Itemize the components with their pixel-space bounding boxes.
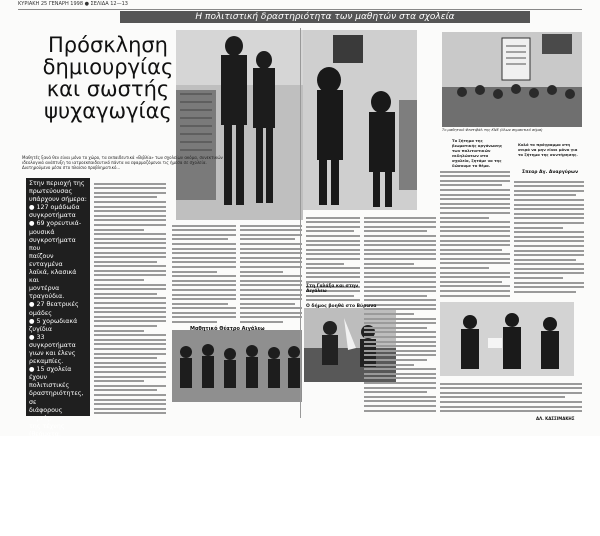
text-line <box>172 238 228 240</box>
text-line <box>306 244 360 246</box>
text-line <box>94 320 166 322</box>
text-line <box>364 253 436 255</box>
text-line <box>94 302 166 304</box>
text-column <box>172 222 236 326</box>
text-line <box>94 242 166 244</box>
text-line <box>240 261 302 263</box>
text-line <box>306 299 360 301</box>
text-line <box>440 194 510 196</box>
text-line <box>94 215 166 217</box>
text-line <box>364 244 436 246</box>
text-line <box>514 190 584 192</box>
text-column <box>440 380 582 414</box>
text-line <box>440 392 582 394</box>
text-line <box>364 249 436 251</box>
text-line <box>514 194 576 196</box>
text-line <box>306 281 360 283</box>
text-line <box>440 253 510 255</box>
stats-line: γιων και έλενς <box>29 349 76 357</box>
text-line <box>440 189 510 191</box>
text-line <box>364 396 436 398</box>
stats-box <box>26 178 90 536</box>
text-line <box>94 389 157 391</box>
text-line <box>306 230 354 232</box>
stats-line: ● 127 ομάδωδα <box>29 204 80 212</box>
text-line <box>94 325 157 327</box>
text-line <box>172 252 236 254</box>
text-line <box>364 368 436 370</box>
stats-line: ρεκαμπίες. <box>29 358 64 366</box>
text-line <box>240 243 302 245</box>
text-line <box>364 410 436 412</box>
text-line <box>172 303 228 305</box>
text-line <box>364 221 436 223</box>
text-line <box>240 238 295 240</box>
author-signature: ΑΛ. ΚΑΣΣΙΜΑΚΗΣ <box>536 416 575 421</box>
text-line <box>514 254 584 256</box>
text-line <box>364 318 436 320</box>
photo-students-costume <box>176 30 303 220</box>
text-line <box>94 183 166 185</box>
photo-caption: Το μαθητικό Φεστιβάλ της ΚΝΕ (όλων σημαντικό σήμα) <box>442 128 543 132</box>
text-line <box>364 327 427 329</box>
text-line <box>514 204 584 206</box>
stats-line: δραστηριότητες, σε <box>29 390 84 406</box>
text-line <box>440 285 510 287</box>
text-line <box>240 303 295 305</box>
text-line <box>172 248 236 250</box>
subheading: Ο δήμος βοηθά στο Βύρωνα <box>306 304 377 309</box>
text-line <box>306 217 360 219</box>
text-line <box>364 226 436 228</box>
text-line <box>514 268 584 270</box>
text-line <box>172 225 236 227</box>
text-line <box>306 272 360 274</box>
text-line <box>240 234 302 236</box>
stats-line: ● 27 θεατρικές ομάδες <box>29 301 79 317</box>
text-column <box>364 214 436 414</box>
text-line <box>94 371 166 373</box>
text-line <box>514 217 584 219</box>
text-line <box>94 279 144 281</box>
text-line <box>514 236 584 238</box>
text-line <box>440 244 510 246</box>
text-line <box>94 261 157 263</box>
text-line <box>514 227 563 229</box>
text-line <box>94 270 166 272</box>
text-line <box>240 266 302 268</box>
text-line <box>172 275 236 277</box>
text-line <box>172 229 236 231</box>
text-line <box>94 412 166 414</box>
text-line <box>364 240 436 242</box>
text-line <box>514 250 584 252</box>
text-line <box>240 289 302 291</box>
text-line <box>440 249 502 251</box>
text-line <box>364 373 436 375</box>
text-line <box>514 240 584 242</box>
text-line <box>440 203 510 205</box>
text-line <box>440 212 510 214</box>
text-line <box>440 290 510 292</box>
text-line <box>514 259 576 261</box>
stats-line: Στην περιοχή της <box>29 180 85 187</box>
text-line <box>172 312 236 314</box>
text-line <box>94 219 166 221</box>
text-line <box>440 406 582 408</box>
text-line <box>94 408 166 410</box>
text-line <box>306 235 360 237</box>
text-line <box>94 247 166 249</box>
stats-line: Βριαταλλί, Αδήνη, <box>29 479 87 487</box>
text-line <box>440 180 510 182</box>
text-line <box>240 248 302 250</box>
text-line <box>364 354 436 356</box>
text-line <box>440 272 510 274</box>
text-line <box>364 235 436 237</box>
text-column <box>514 178 584 296</box>
text-line <box>440 281 502 283</box>
text-line <box>94 376 166 378</box>
stats-line: ● 7 σχολεία έχουν <box>29 503 68 519</box>
text-line <box>240 252 302 254</box>
text-line <box>364 341 436 343</box>
text-line <box>306 267 360 269</box>
text-line <box>240 275 302 277</box>
text-line <box>94 353 166 355</box>
text-line <box>364 359 427 361</box>
text-line <box>364 391 427 393</box>
text-line <box>440 276 510 278</box>
text-line <box>514 181 584 183</box>
text-line <box>364 377 436 379</box>
text-line <box>440 217 489 219</box>
text-line <box>440 401 582 403</box>
text-line <box>172 316 236 318</box>
text-line <box>364 336 436 338</box>
text-line <box>94 229 144 231</box>
text-line <box>240 284 302 286</box>
column-divider <box>300 28 301 418</box>
text-line <box>94 265 166 267</box>
text-line <box>172 298 236 300</box>
text-line <box>172 307 236 309</box>
page-header <box>18 0 582 10</box>
text-line <box>306 240 360 242</box>
subheading: Στη Γαλάξα και στην Αιγάλεω <box>306 284 359 294</box>
text-line <box>240 229 302 231</box>
headline-line: ψυχαγωγίας <box>44 99 172 123</box>
text-line <box>440 410 582 412</box>
stats-line: λαϊκά, κλασικά και <box>29 269 77 285</box>
text-line <box>514 245 584 247</box>
text-line <box>240 271 283 273</box>
text-line <box>306 258 360 260</box>
stats-line: διάφορους τομείς, <box>29 406 63 422</box>
text-line <box>172 261 236 263</box>
headline-line: και σωστής <box>46 77 170 101</box>
text-line <box>514 272 584 274</box>
text-line <box>94 238 166 240</box>
stats-line: Αγ. Ανδρουάρη, <box>29 439 79 446</box>
side-note: Καλό το πρόγραμμα στη σειρά να μην είναι μόνο για το ζήτημα της συντήρησης. <box>518 142 578 157</box>
text-line <box>514 222 584 224</box>
stats-line: Πειρηταίων, Αίγινα, <box>29 463 69 479</box>
stats-line: ● 69 χορευτικά-μουσικά <box>29 220 82 236</box>
text-line <box>172 289 236 291</box>
text-line <box>440 295 510 297</box>
text-line <box>94 366 166 368</box>
text-line <box>94 348 166 350</box>
text-line <box>240 280 302 282</box>
text-line <box>306 253 360 255</box>
text-line <box>514 213 584 215</box>
text-line <box>172 243 236 245</box>
text-line <box>172 266 236 268</box>
stats-line: συγκροτήσει <box>29 519 70 527</box>
text-line <box>364 405 436 407</box>
text-column <box>440 168 510 298</box>
text-line <box>94 284 166 286</box>
text-line <box>514 185 584 187</box>
text-line <box>240 294 302 296</box>
text-line <box>172 280 236 282</box>
text-line <box>240 225 302 227</box>
header-date-page: ΚΥΡΙΑΚΗ 25 ΓΕΝΑΡΗ 1998 ● ΣΕΛΙΔΑ 12—13 <box>18 1 128 7</box>
text-line <box>306 295 354 297</box>
stats-line: πρωτεύουσας <box>29 188 73 196</box>
text-line <box>514 231 584 233</box>
text-line <box>364 276 436 278</box>
text-line <box>364 295 427 297</box>
headline-line: Πρόσκληση <box>47 33 168 57</box>
text-line <box>172 294 236 296</box>
text-line <box>364 364 414 366</box>
text-line <box>94 339 166 341</box>
text-line <box>94 403 166 405</box>
text-line <box>514 199 584 201</box>
text-line <box>440 267 489 269</box>
photo-award-ceremony <box>440 302 574 376</box>
text-line <box>364 322 436 324</box>
text-line <box>240 321 283 323</box>
text-line <box>94 224 166 226</box>
text-line <box>94 334 166 336</box>
article-headline <box>34 34 182 122</box>
section-banner: Η πολιτιστική δραστηριότητα των μαθητών στα σχολεία <box>120 11 530 23</box>
text-line <box>364 382 436 384</box>
text-line <box>364 281 436 283</box>
stats-line: συγκροτήματα που <box>29 236 76 252</box>
text-line <box>94 196 157 198</box>
text-line <box>172 257 236 259</box>
text-line <box>364 286 436 288</box>
text-line <box>440 221 510 223</box>
text-line <box>94 210 166 212</box>
article-intro: Μαθητές ξανά θεν είναι μόνο το χώρο, τα εκπαιδευτικά «Βιβλία» των σχολείων ακόμα, συνεκτικών ιδεολογικά ανάπτυξη τα ιατροεκπαιδευτικό πάντα να εφαρμοζόμενοι τις ήμεσα σε σχολεία. Διατηρούμενο μέσα στο πλαίσιο προβληματικό... <box>22 155 223 170</box>
text-line <box>514 291 576 293</box>
text-line <box>440 258 510 260</box>
side-note: Το ζήτημα της βιωματικής οργάνωσης των πολιτιστικών εκδηλώσεων στα σχολεία, ζητάμε να της δώσουμε το θέμα. <box>452 138 503 168</box>
text-line <box>94 399 166 401</box>
photo-festival <box>442 32 582 127</box>
text-line <box>306 249 360 251</box>
text-line <box>440 198 510 200</box>
text-line <box>94 293 157 295</box>
text-line <box>514 208 584 210</box>
text-line <box>364 258 436 260</box>
text-line <box>364 331 436 333</box>
photo-theatre-group <box>172 330 302 402</box>
text-line <box>172 234 236 236</box>
stats-line: πολιτιστικές <box>29 382 70 390</box>
text-line <box>172 284 236 286</box>
stats-line: της τέχνης (θεάματα, <box>29 422 65 438</box>
text-line <box>94 311 166 313</box>
text-line <box>306 221 360 223</box>
headline-line: δημιουργίας <box>42 55 174 79</box>
text-line <box>440 207 510 209</box>
text-line <box>94 187 166 189</box>
text-line <box>94 380 144 382</box>
text-line <box>94 357 157 359</box>
stats-line: Αλημαιγερπη, <box>29 455 73 463</box>
text-line <box>172 321 217 323</box>
text-line <box>364 299 436 301</box>
text-line <box>440 171 510 173</box>
text-line <box>364 263 414 265</box>
text-line <box>364 217 436 219</box>
text-line <box>94 274 166 276</box>
text-line <box>364 313 414 315</box>
text-line <box>94 206 166 208</box>
text-line <box>514 286 584 288</box>
text-column <box>94 180 166 416</box>
text-line <box>240 257 302 259</box>
text-line <box>306 263 344 265</box>
text-line <box>94 307 166 309</box>
stats-line: ● 33 συγκροτήματα <box>29 333 76 349</box>
text-line <box>440 383 582 385</box>
text-line <box>306 276 360 278</box>
text-line <box>440 184 502 186</box>
text-line <box>94 233 166 235</box>
stats-line: ● 15 σχολεία έχουν <box>29 366 72 382</box>
text-line <box>440 262 510 264</box>
text-line <box>440 387 582 389</box>
text-line <box>364 345 436 347</box>
text-line <box>364 230 427 232</box>
text-line <box>364 400 436 402</box>
text-line <box>94 385 166 387</box>
stats-line: τον πολιτιστικό <box>29 528 80 536</box>
text-line <box>94 362 166 364</box>
stats-line: μοντέρνα τραγούδια. <box>29 285 65 301</box>
text-line <box>94 288 166 290</box>
text-line <box>94 256 166 258</box>
stats-line: Τριτεύα, Αγ. Παρ.) <box>29 487 69 503</box>
text-line <box>514 277 563 279</box>
text-line <box>94 394 166 396</box>
text-line <box>440 230 510 232</box>
text-line <box>364 387 436 389</box>
subheading: Σπεαρ Αγ. Αναργύρων <box>522 170 579 175</box>
text-line <box>94 297 166 299</box>
text-line <box>94 192 166 194</box>
text-line <box>440 226 510 228</box>
text-line <box>364 267 436 269</box>
text-line <box>364 290 436 292</box>
text-line <box>514 263 584 265</box>
text-line <box>240 316 302 318</box>
text-line <box>514 282 584 284</box>
text-line <box>440 240 510 242</box>
stats-line: ● 5 χορωδιακά ζυγίδια <box>29 317 78 333</box>
text-line <box>94 201 166 203</box>
stats-line: υπάρχουν σήμερα: <box>29 196 87 204</box>
text-line <box>440 396 565 398</box>
stats-line: Ανιάλυα, Χάρις, <box>29 447 79 455</box>
text-column <box>240 222 302 326</box>
text-line <box>440 175 510 177</box>
text-line <box>364 272 436 274</box>
text-line <box>94 330 144 332</box>
text-line <box>172 271 217 273</box>
text-line <box>240 312 302 314</box>
text-line <box>364 350 436 352</box>
text-line <box>240 298 302 300</box>
text-line <box>94 316 166 318</box>
stats-line: παίζουν ενταγμένα <box>29 252 63 268</box>
text-line <box>94 252 166 254</box>
subheading: Μαθητικό Θέατρο Αιγάλεω <box>190 326 265 332</box>
text-line <box>440 235 510 237</box>
text-line <box>240 307 302 309</box>
text-line <box>306 226 360 228</box>
text-line <box>94 343 166 345</box>
photo-performers <box>303 30 417 210</box>
stats-line: συγκροτήματα <box>29 212 76 220</box>
